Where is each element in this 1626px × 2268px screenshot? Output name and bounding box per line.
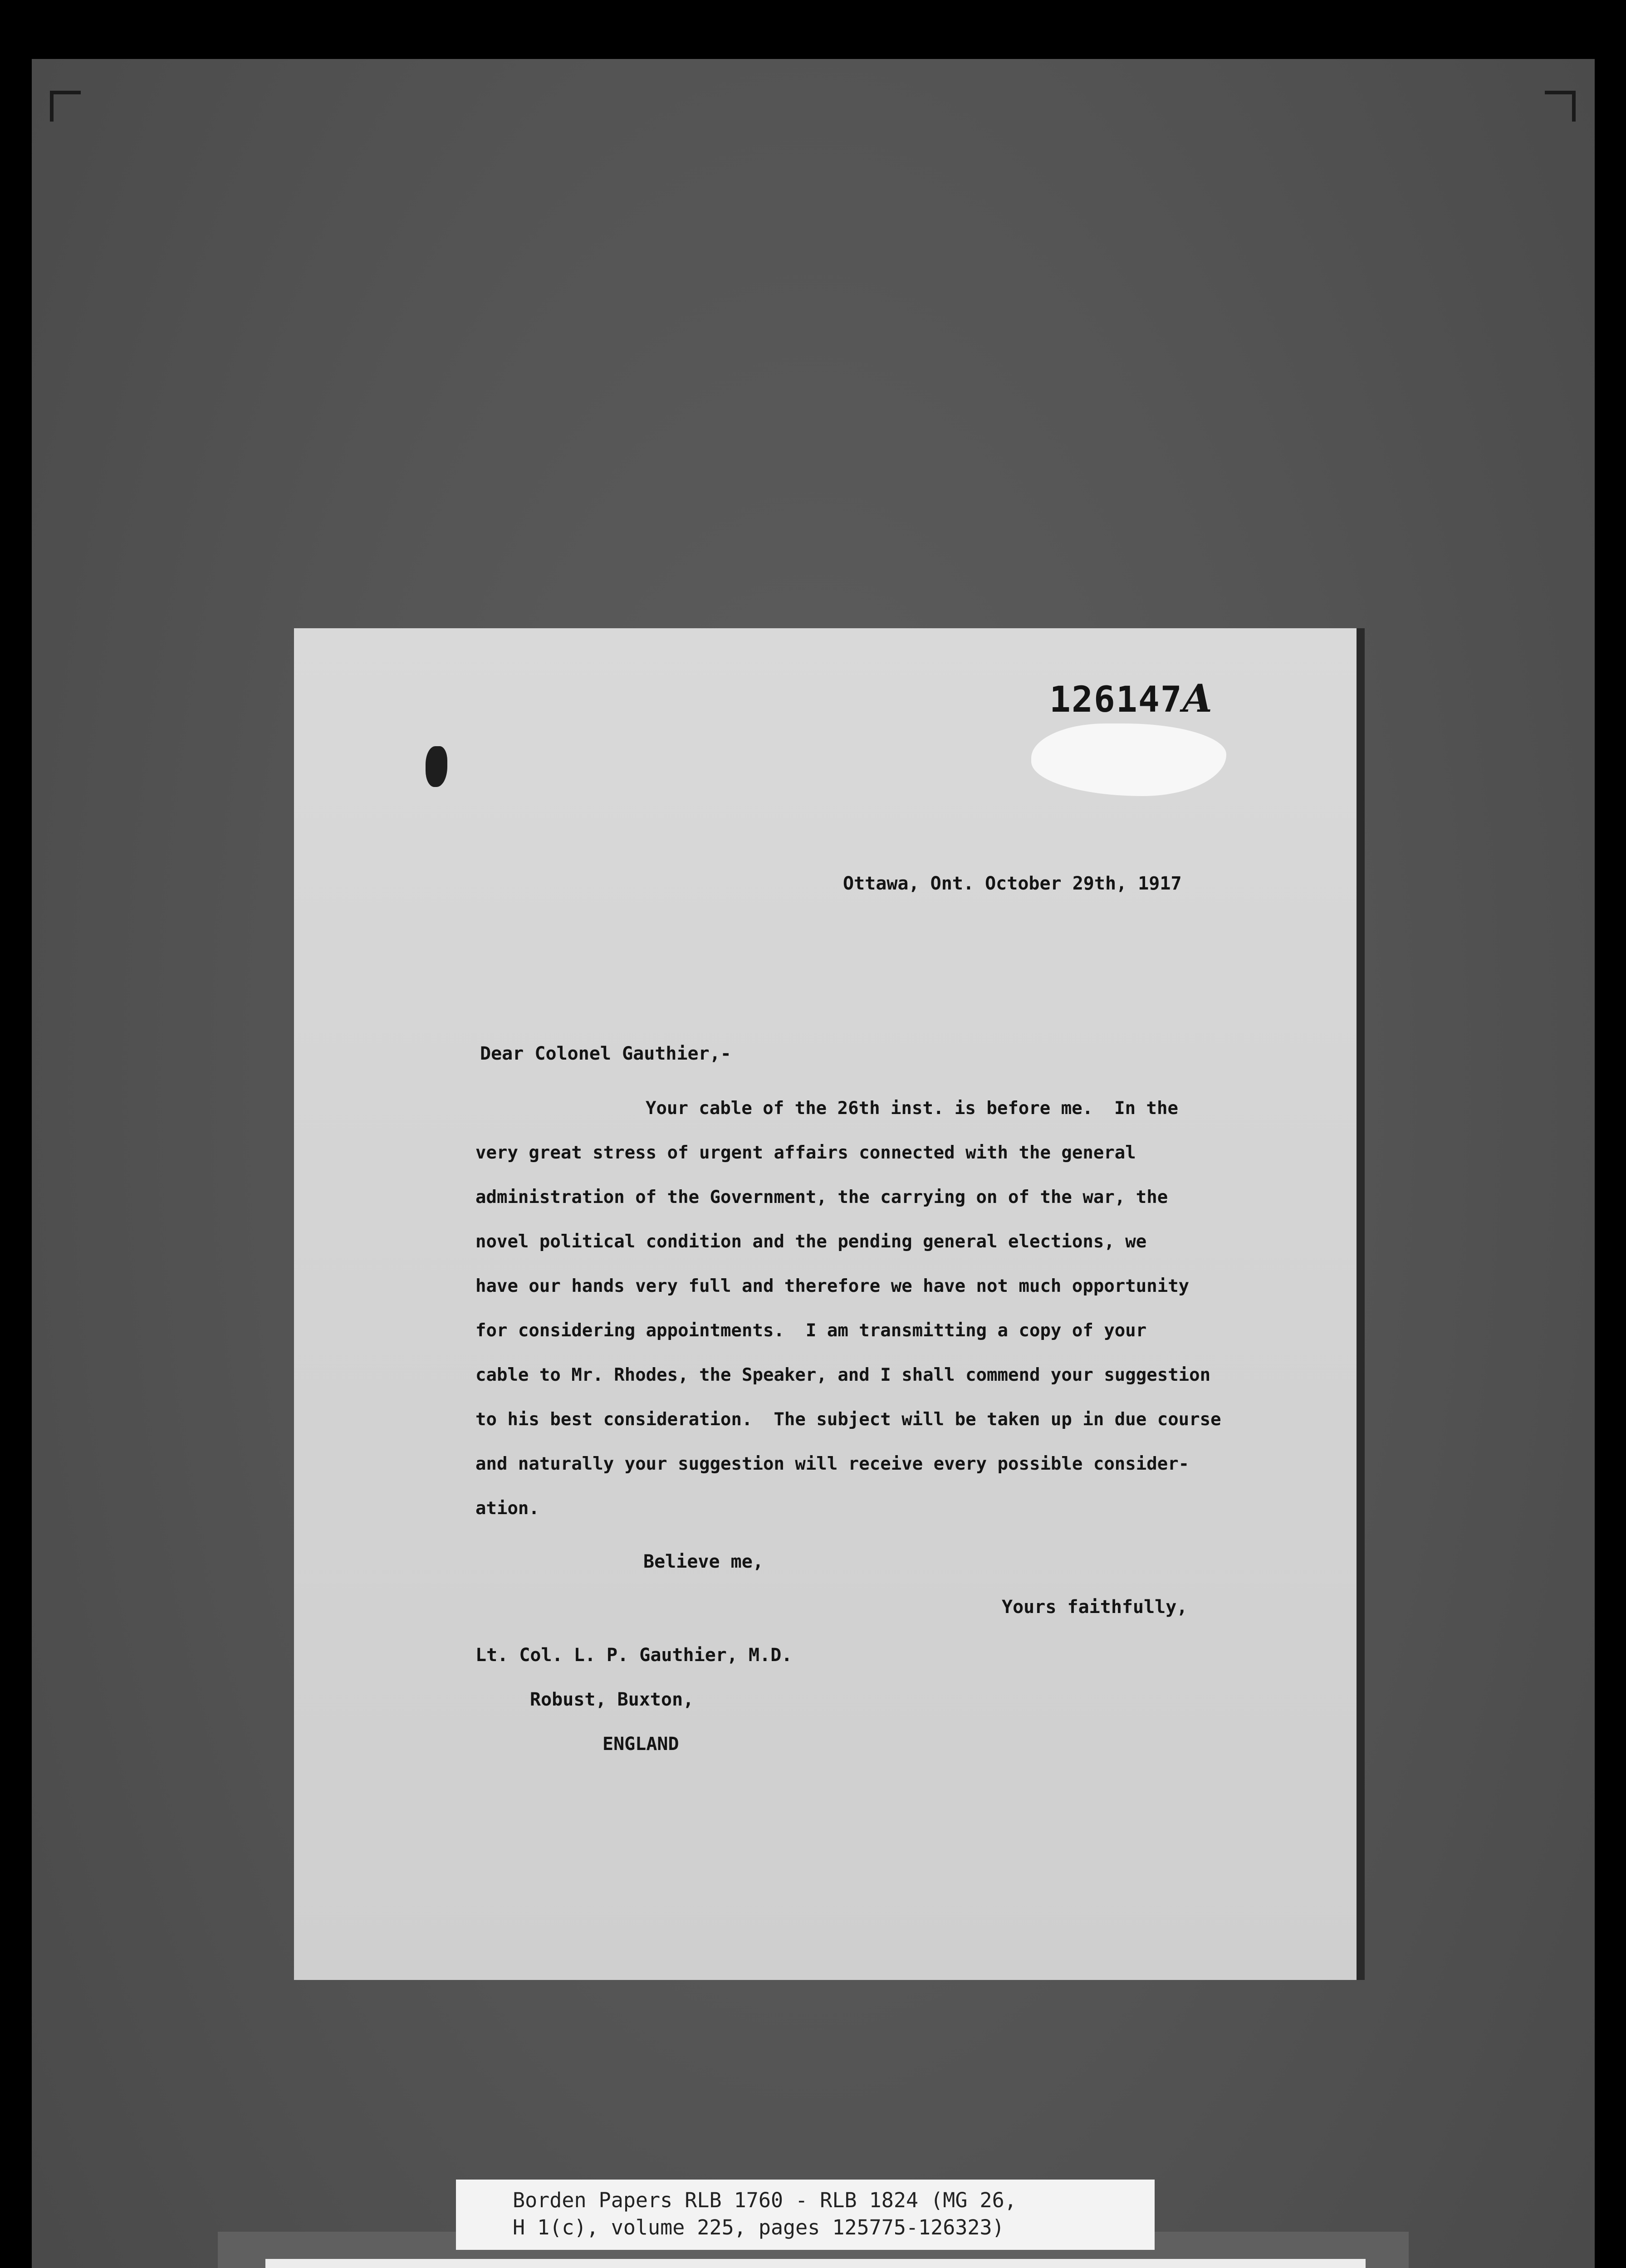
body-line: ation. xyxy=(475,1498,539,1519)
body-line: administration of the Government, the carrying on of the war, the xyxy=(475,1187,1168,1207)
body-line: cable to Mr. Rhodes, the Speaker, and I shall commend your suggestion xyxy=(475,1365,1211,1385)
letter-page xyxy=(294,628,1357,1980)
crop-mark-top-right xyxy=(1545,91,1576,122)
page-number-suffix: A xyxy=(1182,676,1213,721)
reference-line-2: H 1(c), volume 225, pages 125775-126323) xyxy=(513,2215,1004,2239)
closing-believe-me: Believe me, xyxy=(643,1551,764,1572)
place-date-line: Ottawa, Ont. October 29th, 1917 xyxy=(843,873,1182,894)
addressee-name: Lt. Col. L. P. Gauthier, M.D. xyxy=(475,1645,793,1666)
archives-card-face xyxy=(265,2259,1366,2268)
body-line: to his best consideration. The subject will be taken up in due course xyxy=(475,1409,1221,1430)
letter-body xyxy=(475,1086,1301,1531)
body-line: have our hands very full and therefore we have not much opportunity xyxy=(475,1276,1190,1296)
reference-line-1: Borden Papers RLB 1760 - RLB 1824 (MG 26, xyxy=(513,2188,1017,2212)
punch-hole xyxy=(426,746,447,787)
addressee-address: Robust, Buxton, xyxy=(530,1689,694,1710)
crop-mark-top-left xyxy=(50,91,81,122)
body-line: Your cable of the 26th inst. is before me. In the xyxy=(646,1098,1178,1119)
body-line: novel political condition and the pending general elections, we xyxy=(475,1232,1147,1252)
page-number xyxy=(1049,676,1213,721)
addressee-block xyxy=(475,1633,792,1766)
page-number-digits: 126147 xyxy=(1049,679,1183,720)
body-line: very great stress of urgent affairs connected with the general xyxy=(475,1143,1136,1163)
body-line: and naturally your suggestion will receive every possible consider- xyxy=(475,1454,1190,1474)
reference-label xyxy=(456,2180,1155,2250)
body-line: for considering appointments. I am transmitting a copy of your xyxy=(475,1320,1147,1341)
white-stamp-patch xyxy=(1031,723,1226,796)
closing-yours-faithfully: Yours faithfully, xyxy=(1002,1597,1188,1618)
addressee-country: ENGLAND xyxy=(602,1734,679,1755)
salutation: Dear Colonel Gauthier,- xyxy=(480,1043,731,1064)
